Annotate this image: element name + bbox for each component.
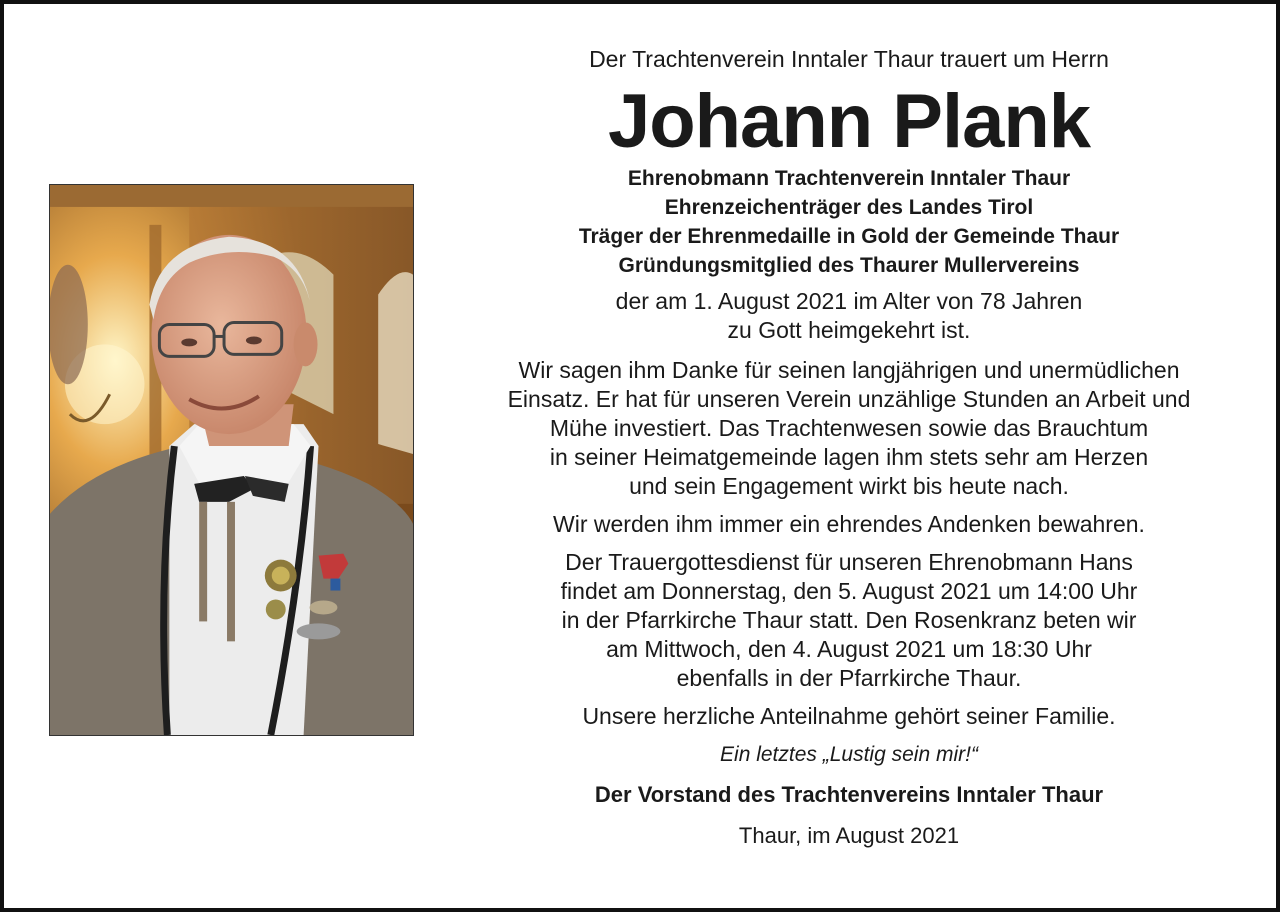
- text-line: Mühe investiert. Das Trachtenwesen sowie das Brauchtum: [549, 415, 1149, 441]
- honor-title: Ehrenobmann Trachtenverein Inntaler Thaur: [627, 167, 1071, 190]
- honor-title: Träger der Ehrenmedaille in Gold der Gemeinde Thaur: [578, 225, 1120, 248]
- farewell-quote: Ein letztes „Lustig sein mir!“: [720, 743, 978, 766]
- condolence-line: Unsere herzliche Anteilnahme gehört seiner Familie.: [582, 703, 1116, 729]
- portrait-illustration: [50, 185, 413, 735]
- text-line: Einsatz. Er hat für unseren Verein unzählige Stunden an Arbeit und: [507, 386, 1191, 412]
- deceased-name: Johann Plank: [607, 79, 1091, 164]
- text-line: findet am Donnerstag, den 5. August 2021 um 14:00 Uhr: [560, 578, 1138, 604]
- service-paragraph: [444, 548, 1254, 693]
- honor-title: Gründungsmitglied des Thaurer Mullervereins: [618, 254, 1080, 277]
- intro-line: Der Trachtenverein Inntaler Thaur trauert um Herrn: [589, 46, 1109, 72]
- text-line: zu Gott heimgekehrt ist.: [727, 317, 971, 343]
- memory-line: Wir werden ihm immer ein ehrendes Andenken bewahren.: [553, 511, 1145, 537]
- signature-line: Der Vorstand des Trachtenvereins Inntaler Thaur: [594, 782, 1104, 807]
- thanks-paragraph: [444, 356, 1254, 501]
- place-date: Thaur, im August 2021: [738, 823, 960, 848]
- text-line: in der Pfarrkirche Thaur statt. Den Rosenkranz beten wir: [561, 607, 1137, 633]
- text-line: ebenfalls in der Pfarrkirche Thaur.: [676, 665, 1022, 691]
- honor-title: Ehrenzeichenträger des Landes Tirol: [664, 196, 1034, 219]
- text-line: Wir sagen ihm Danke für seinen langjährigen und unermüdlichen: [518, 357, 1180, 383]
- notice-text: [444, 44, 1254, 850]
- text-line: Der Trauergottesdienst für unseren Ehrenobmann Hans: [565, 549, 1133, 575]
- honor-titles: [444, 164, 1254, 280]
- death-notice: [444, 287, 1254, 345]
- text-line: in seiner Heimatgemeinde lagen ihm stets sehr am Herzen: [549, 444, 1149, 470]
- text-line: am Mittwoch, den 4. August 2021 um 18:30 Uhr: [606, 636, 1092, 662]
- portrait-photo: [49, 184, 414, 736]
- text-line: der am 1. August 2021 im Alter von 78 Jahren: [615, 288, 1083, 314]
- text-line: und sein Engagement wirkt bis heute nach.: [629, 473, 1069, 499]
